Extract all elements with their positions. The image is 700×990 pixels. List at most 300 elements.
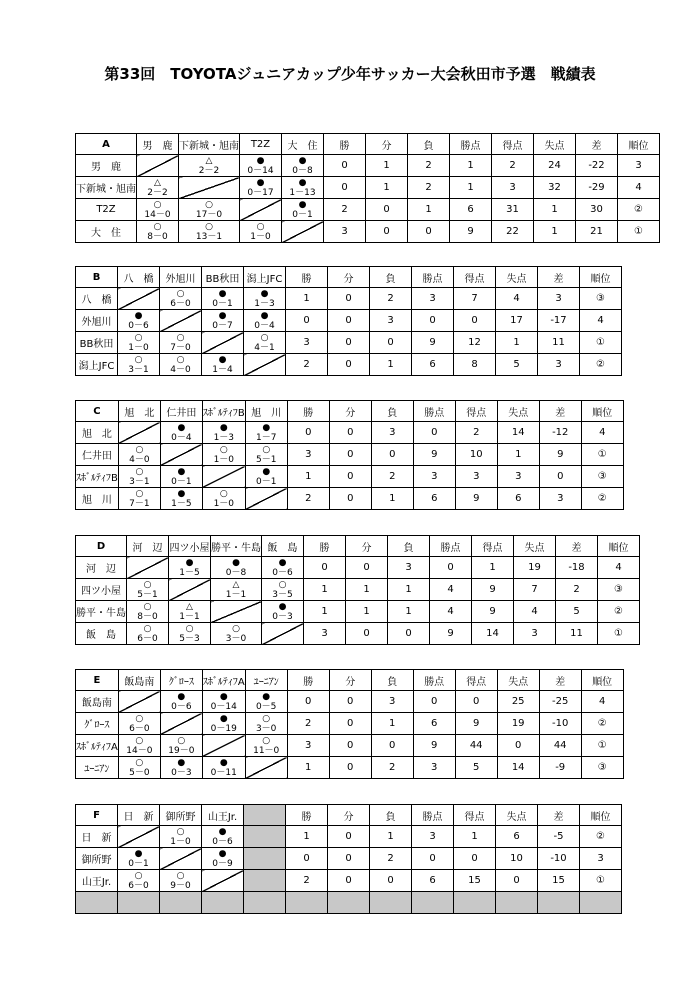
header-team-name: T2Z <box>240 134 282 155</box>
match-score: 5－1 <box>256 454 277 465</box>
stat-cell: 0 <box>329 444 371 466</box>
win-mark-icon: ○ <box>135 735 144 746</box>
stat-cell: 6 <box>496 826 538 848</box>
table-row <box>76 332 622 354</box>
stat-cell: 1 <box>388 579 430 601</box>
empty-cell <box>244 848 286 870</box>
stat-cell: 9 <box>539 444 581 466</box>
match-score: 0－4 <box>171 432 192 443</box>
stat-cell: 2 <box>370 848 412 870</box>
match-result-cell <box>202 826 244 848</box>
stat-header: 差 <box>556 536 598 557</box>
row-team-name: ｸﾞﾛｰｽ <box>76 713 119 735</box>
stat-cell <box>412 892 454 914</box>
stat-cell: ① <box>618 221 660 243</box>
group-header-row <box>76 134 660 155</box>
stat-cell: 3 <box>618 155 660 177</box>
self-match-cell <box>118 422 160 444</box>
stat-cell: 3 <box>413 466 455 488</box>
stat-cell: ③ <box>581 466 623 488</box>
stat-cell: ① <box>581 735 623 757</box>
stat-cell: 12 <box>454 332 496 354</box>
stat-header: 失点 <box>534 134 576 155</box>
stat-cell: 44 <box>455 735 497 757</box>
stat-header: 分 <box>329 670 371 691</box>
stat-cell: ① <box>580 870 622 892</box>
loss-mark-icon: ● <box>218 354 227 365</box>
group-letter: E <box>76 670 119 691</box>
loss-mark-icon: ● <box>218 288 227 299</box>
win-mark-icon: ○ <box>177 735 186 746</box>
win-mark-icon: ○ <box>176 354 185 365</box>
win-mark-icon: ○ <box>232 623 240 634</box>
match-score: 1－3 <box>213 432 235 443</box>
header-team-name: 潟上JFC <box>244 267 286 288</box>
group-header-row <box>76 267 622 288</box>
match-score: 1－13 <box>289 187 316 198</box>
stat-cell: -5 <box>538 826 580 848</box>
row-team-name: 飯 島 <box>76 623 127 645</box>
stat-header: 得点 <box>454 267 496 288</box>
stat-cell: 2 <box>286 870 328 892</box>
stat-cell: 5 <box>556 601 598 623</box>
group-header-row <box>76 670 624 691</box>
loss-mark-icon: ● <box>218 848 227 859</box>
match-result-cell <box>118 713 160 735</box>
stat-cell: 0 <box>328 310 370 332</box>
row-team-name: ｽﾎﾞﾙﾃｨﾌA <box>76 735 119 757</box>
stat-cell: 0 <box>329 691 371 713</box>
stat-cell: 1 <box>450 155 492 177</box>
table-row <box>76 892 622 914</box>
table-row <box>76 466 624 488</box>
row-team-name: 仁井田 <box>76 444 119 466</box>
stat-cell: 2 <box>455 422 497 444</box>
empty-cell <box>244 826 286 848</box>
match-score: 1－1 <box>179 611 200 622</box>
table-row <box>76 177 660 199</box>
match-result-cell <box>262 557 304 579</box>
empty-cell <box>202 892 244 914</box>
table-row <box>76 422 624 444</box>
table-row <box>76 488 624 510</box>
stat-cell: ③ <box>598 579 640 601</box>
table-row <box>76 735 624 757</box>
stat-header: 負 <box>371 670 413 691</box>
match-score: 0－1 <box>292 209 313 220</box>
group-letter: A <box>76 134 137 155</box>
stat-cell: 1 <box>450 177 492 199</box>
self-match-cell <box>127 557 169 579</box>
group-table-b <box>75 266 622 376</box>
stat-cell: 1 <box>304 601 346 623</box>
stat-cell: 9 <box>413 444 455 466</box>
group-letter: C <box>76 401 119 422</box>
win-mark-icon: ○ <box>256 221 265 232</box>
match-result-cell <box>211 623 262 645</box>
stat-header: 勝 <box>287 401 329 422</box>
table-row <box>76 757 624 779</box>
match-score: 1－0 <box>213 454 235 465</box>
match-result-cell <box>211 557 262 579</box>
stat-cell: 3 <box>388 557 430 579</box>
match-score: 3－0 <box>225 633 247 644</box>
stat-cell: 1 <box>366 177 408 199</box>
stat-cell: 0 <box>287 691 329 713</box>
group-header-row <box>76 401 624 422</box>
group-header-row <box>76 536 640 557</box>
match-score: 0－6 <box>272 567 293 578</box>
stat-cell: 0 <box>329 757 371 779</box>
stat-cell: 2 <box>324 199 366 221</box>
match-result-cell <box>262 601 304 623</box>
stat-cell: 1 <box>370 826 412 848</box>
match-result-cell <box>282 199 324 221</box>
stat-cell: 3 <box>287 735 329 757</box>
loss-mark-icon: ● <box>177 691 186 702</box>
match-score: 0－1 <box>128 858 149 869</box>
win-mark-icon: ○ <box>176 826 185 837</box>
match-result-cell <box>118 310 160 332</box>
stat-header: 得点 <box>454 805 496 826</box>
table-row <box>76 354 622 376</box>
match-score: 6－0 <box>170 298 191 309</box>
match-score: 0－6 <box>171 701 192 712</box>
header-team-name: 四ツ小屋 <box>169 536 211 557</box>
stat-cell: 2 <box>286 354 328 376</box>
table-row <box>76 155 660 177</box>
match-score: 14－0 <box>144 209 171 220</box>
win-mark-icon: ○ <box>135 488 144 499</box>
stat-cell: 6 <box>413 713 455 735</box>
stat-cell: 0 <box>329 422 371 444</box>
stat-cell: 4 <box>430 601 472 623</box>
stat-cell: 0 <box>412 310 454 332</box>
win-mark-icon: ○ <box>134 870 143 881</box>
self-match-cell <box>118 288 160 310</box>
stat-cell: 31 <box>492 199 534 221</box>
match-result-cell <box>244 332 286 354</box>
loss-mark-icon: ● <box>177 422 186 433</box>
loss-mark-icon: ● <box>298 155 307 166</box>
stat-header: 失点 <box>496 267 538 288</box>
stat-cell: 1 <box>346 601 388 623</box>
stat-header: 負 <box>370 805 412 826</box>
stat-cell: 3 <box>304 623 346 645</box>
header-team-name: 河 辺 <box>127 536 169 557</box>
loss-mark-icon: ● <box>219 757 228 768</box>
stat-cell: 2 <box>371 466 413 488</box>
stat-header: 勝 <box>324 134 366 155</box>
empty-cell <box>118 892 160 914</box>
loss-mark-icon: ● <box>177 757 186 768</box>
match-result-cell <box>127 601 169 623</box>
loss-mark-icon: ● <box>218 826 227 837</box>
stat-cell: 0 <box>370 332 412 354</box>
table-row <box>76 870 622 892</box>
table-row <box>76 557 640 579</box>
match-result-cell <box>160 354 202 376</box>
match-score: 6－0 <box>129 723 150 734</box>
row-team-name: 飯島南 <box>76 691 119 713</box>
loss-mark-icon: ● <box>177 488 186 499</box>
stat-cell: 0 <box>388 623 430 645</box>
stat-cell: 1 <box>370 354 412 376</box>
stat-cell: 9 <box>430 623 472 645</box>
match-result-cell <box>160 870 202 892</box>
stat-cell: 4 <box>580 310 622 332</box>
draw-mark-icon: △ <box>186 601 193 612</box>
match-score: 0－8 <box>292 165 313 176</box>
match-score: 9－0 <box>170 880 191 891</box>
stat-cell: 6 <box>450 199 492 221</box>
match-score: 0－1 <box>212 298 233 309</box>
match-score: 0－8 <box>225 567 247 578</box>
stat-header: 勝 <box>304 536 346 557</box>
header-team-name: 山王Jr. <box>202 805 244 826</box>
match-score: 8－0 <box>137 611 158 622</box>
header-team-name: ｸﾞﾛｰｽ <box>160 670 202 691</box>
match-score: 0－1 <box>171 476 192 487</box>
stat-cell: 0 <box>370 870 412 892</box>
stat-cell: 3 <box>324 221 366 243</box>
stat-header: 失点 <box>497 670 539 691</box>
stat-cell: 4 <box>581 422 623 444</box>
stat-cell: 3 <box>412 826 454 848</box>
match-result-cell <box>169 557 211 579</box>
match-result-cell <box>202 422 245 444</box>
stat-cell: ① <box>581 444 623 466</box>
group-table-d <box>75 535 640 645</box>
stat-cell: 21 <box>576 221 618 243</box>
stat-cell: 1 <box>472 557 514 579</box>
group-letter: B <box>76 267 118 288</box>
stat-cell: 9 <box>413 735 455 757</box>
self-match-cell <box>160 713 202 735</box>
match-result-cell <box>160 735 202 757</box>
header-team-name: 仁井田 <box>160 401 202 422</box>
table-row <box>76 623 640 645</box>
match-result-cell <box>160 826 202 848</box>
table-row <box>76 199 660 221</box>
match-result-cell <box>169 601 211 623</box>
stat-cell <box>538 892 580 914</box>
stat-cell: 1 <box>497 444 539 466</box>
stat-cell <box>286 892 328 914</box>
stat-header: 順位 <box>581 670 623 691</box>
draw-mark-icon: △ <box>232 579 240 590</box>
stat-cell: 14 <box>497 757 539 779</box>
stat-cell: 1 <box>534 199 576 221</box>
match-score: 0－6 <box>128 320 149 331</box>
self-match-cell <box>137 155 179 177</box>
stat-cell: 0 <box>539 466 581 488</box>
win-mark-icon: ○ <box>219 444 228 455</box>
match-score: 2－2 <box>147 187 168 198</box>
self-match-cell <box>202 466 245 488</box>
table-row <box>76 848 622 870</box>
loss-mark-icon: ● <box>278 557 287 568</box>
match-result-cell <box>202 757 245 779</box>
stat-cell: 14 <box>497 422 539 444</box>
row-team-name: T2Z <box>76 199 137 221</box>
stat-header: 勝点 <box>412 805 454 826</box>
stat-cell: 6 <box>413 488 455 510</box>
match-score: 0－9 <box>212 858 233 869</box>
win-mark-icon: ○ <box>260 332 269 343</box>
stat-cell: 3 <box>287 444 329 466</box>
stat-cell: 1 <box>304 579 346 601</box>
win-mark-icon: ○ <box>135 466 144 477</box>
match-result-cell <box>202 310 244 332</box>
header-team-name: BB秋田 <box>202 267 244 288</box>
match-result-cell <box>160 422 202 444</box>
stat-cell: 0 <box>496 870 538 892</box>
stat-cell: 3 <box>412 288 454 310</box>
match-result-cell <box>211 579 262 601</box>
stat-cell: 0 <box>366 199 408 221</box>
match-result-cell <box>202 713 245 735</box>
stat-cell: 9 <box>472 601 514 623</box>
stat-header: 負 <box>408 134 450 155</box>
row-team-name: 外旭川 <box>76 310 118 332</box>
stat-cell: 1 <box>287 757 329 779</box>
stat-cell: 1 <box>408 199 450 221</box>
win-mark-icon: ○ <box>262 735 271 746</box>
loss-mark-icon: ● <box>219 691 228 702</box>
header-team-name: 旭 川 <box>245 401 287 422</box>
draw-mark-icon: △ <box>154 177 161 188</box>
match-score: 17－0 <box>195 209 223 220</box>
stat-cell: 2 <box>492 155 534 177</box>
win-mark-icon: ○ <box>262 444 271 455</box>
win-mark-icon: ○ <box>262 713 271 724</box>
stat-header: 勝点 <box>430 536 472 557</box>
page-title: 第33回 TOYOTAジュニアカップ少年サッカー大会秋田市予選 戦績表 <box>104 65 596 83</box>
stat-cell: 3 <box>413 757 455 779</box>
loss-mark-icon: ● <box>256 155 265 166</box>
match-score: 0－5 <box>255 701 277 712</box>
stat-header: 勝点 <box>413 670 455 691</box>
stat-header: 勝点 <box>412 267 454 288</box>
row-team-name: 潟上JFC <box>76 354 118 376</box>
stat-header: 勝点 <box>413 401 455 422</box>
stat-cell: 1 <box>286 826 328 848</box>
match-score: 1－0 <box>170 836 191 847</box>
loss-mark-icon: ● <box>262 466 271 477</box>
stat-header: 得点 <box>455 401 497 422</box>
loss-mark-icon: ● <box>256 177 265 188</box>
match-result-cell <box>179 155 240 177</box>
stat-cell: 0 <box>455 691 497 713</box>
stat-cell: 3 <box>580 848 622 870</box>
match-result-cell <box>137 177 179 199</box>
stat-cell: 0 <box>346 623 388 645</box>
self-match-cell <box>118 691 160 713</box>
table-row <box>76 579 640 601</box>
stat-cell: -12 <box>539 422 581 444</box>
self-match-cell <box>118 826 160 848</box>
stat-cell: 4 <box>581 691 623 713</box>
stat-header: 分 <box>366 134 408 155</box>
match-score: 5－3 <box>179 633 200 644</box>
match-score: 6－0 <box>137 633 158 644</box>
stat-cell: 10 <box>496 848 538 870</box>
match-result-cell <box>240 155 282 177</box>
self-match-cell <box>202 735 245 757</box>
row-team-name <box>76 892 118 914</box>
header-team-name: 大 住 <box>282 134 324 155</box>
match-result-cell <box>179 199 240 221</box>
stat-cell: 0 <box>287 422 329 444</box>
match-score: 1－0 <box>250 231 271 242</box>
stat-cell: 0 <box>408 221 450 243</box>
stat-cell: 1 <box>286 288 328 310</box>
row-team-name: 八 橋 <box>76 288 118 310</box>
stat-cell: 1 <box>454 826 496 848</box>
header-team-name: 飯 島 <box>262 536 304 557</box>
match-score: 3－5 <box>272 589 293 600</box>
stat-cell: 0 <box>328 826 370 848</box>
table-row <box>76 601 640 623</box>
match-result-cell <box>202 288 244 310</box>
stat-cell: 11 <box>538 332 580 354</box>
win-mark-icon: ○ <box>143 579 152 590</box>
match-score: 11－0 <box>253 745 280 756</box>
match-result-cell <box>118 354 160 376</box>
stat-cell: 2 <box>556 579 598 601</box>
win-mark-icon: ○ <box>134 354 143 365</box>
stat-cell: 0 <box>413 422 455 444</box>
stat-cell: 2 <box>370 288 412 310</box>
match-score: 4－1 <box>254 342 275 353</box>
stat-cell: 0 <box>304 557 346 579</box>
group-header-row <box>76 805 622 826</box>
stat-cell: 3 <box>286 332 328 354</box>
loss-mark-icon: ● <box>262 422 271 433</box>
group-letter: D <box>76 536 127 557</box>
stat-cell: ② <box>598 601 640 623</box>
row-team-name: 勝平・牛島 <box>76 601 127 623</box>
match-result-cell <box>160 691 202 713</box>
table-row <box>76 691 624 713</box>
self-match-cell <box>211 601 262 623</box>
header-team-name: 旭 北 <box>118 401 160 422</box>
stat-cell: -18 <box>556 557 598 579</box>
row-team-name: ｽﾎﾞﾙﾃｨﾌB <box>76 466 119 488</box>
match-result-cell <box>118 870 160 892</box>
stat-cell: 1 <box>371 488 413 510</box>
win-mark-icon: ○ <box>153 199 162 210</box>
stat-cell: 6 <box>412 354 454 376</box>
self-match-cell <box>202 332 244 354</box>
stat-cell: 0 <box>371 735 413 757</box>
stat-cell <box>454 892 496 914</box>
win-mark-icon: ○ <box>219 488 228 499</box>
match-score: 13－1 <box>195 231 223 242</box>
stat-cell: 15 <box>538 870 580 892</box>
stat-cell: 4 <box>598 557 640 579</box>
match-result-cell <box>245 422 287 444</box>
header-team-name: 勝平・牛島 <box>211 536 262 557</box>
stat-cell: 3 <box>538 288 580 310</box>
stat-header: 分 <box>346 536 388 557</box>
stat-cell: 6 <box>412 870 454 892</box>
stat-cell: 5 <box>496 354 538 376</box>
stat-header: 得点 <box>472 536 514 557</box>
stat-cell: 1 <box>371 713 413 735</box>
stat-cell: 0 <box>329 713 371 735</box>
